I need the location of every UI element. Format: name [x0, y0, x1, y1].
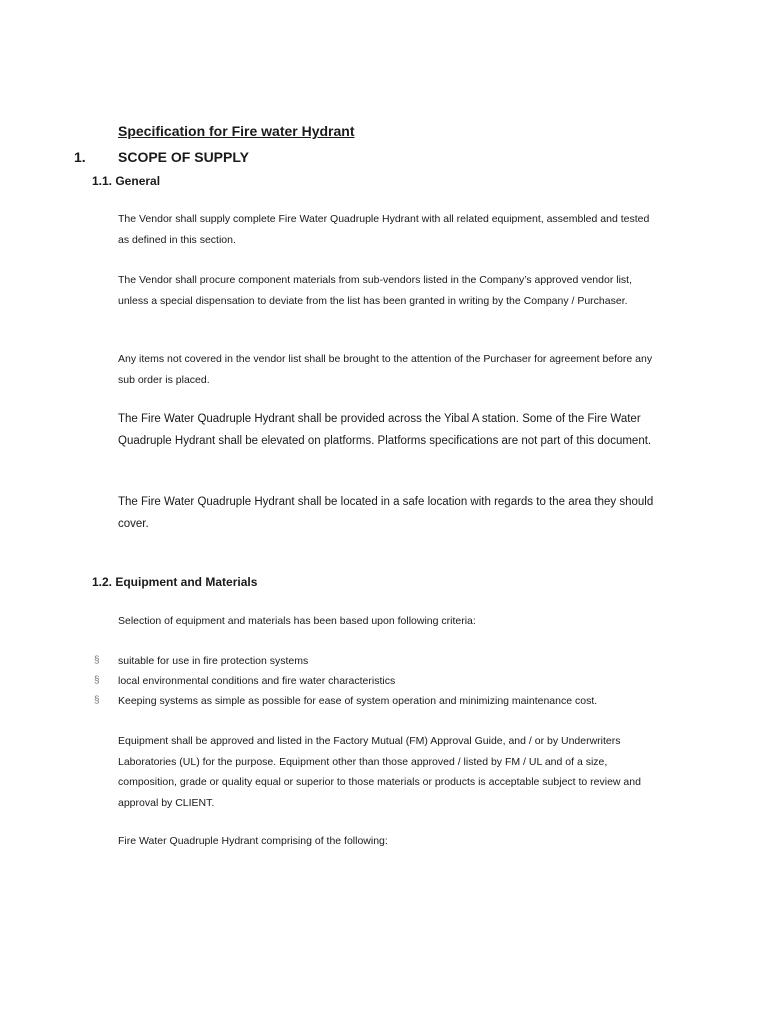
list-item-text: suitable for use in fire protection systems [118, 655, 309, 667]
criteria-list [0, 651, 768, 711]
list-item [0, 671, 768, 691]
paragraph-hydrant-location: The Fire Water Quadruple Hydrant shall be provided across the Yibal A station. Some of the Fire Water Quadruple Hydrant shall be elevated on platforms. Platforms specifications are not part of this document. [118, 413, 652, 447]
list-item [0, 691, 768, 711]
section-title: SCOPE OF SUPPLY [118, 149, 249, 165]
list-item [0, 651, 768, 671]
paragraph-safe-location: The Fire Water Quadruple Hydrant shall be located in a safe location with regards to the area they should cover. [118, 496, 654, 530]
paragraph-comprising: Fire Water Quadruple Hydrant comprising of the following: [118, 835, 388, 847]
paragraph-approval: Equipment shall be approved and listed in the Factory Mutual (FM) Approval Guide, and / or by Underwriters Laboratories (UL) for the purpose. Equipment other than those approved / listed by FM / UL and of a size, composition, grade or quality equal or superior to those materials or products is acceptable subject to review and approval by CLIENT. [118, 735, 641, 809]
bullet-icon: § [94, 655, 100, 666]
subsection-heading-equipment: 1.2. Equipment and Materials [92, 575, 258, 589]
paragraph-vendor-list: Any items not covered in the vendor list shall be brought to the attention of the Purchaser for agreement before any sub order is placed. [118, 353, 653, 386]
paragraph-procure-materials: The Vendor shall procure component materials from sub-vendors listed in the Company’s approved vendor list, unless a special dispensation to deviate from the list has been granted in writing by the Company / Purchaser. [118, 274, 632, 307]
document-title: Specification for Fire water Hydrant [118, 123, 355, 139]
bullet-icon: § [94, 675, 100, 686]
list-item-text: local environmental conditions and fire water characteristics [118, 675, 396, 687]
section-number: 1. [74, 149, 86, 165]
list-item-text: Keeping systems as simple as possible for ease of system operation and minimizing maintenance cost. [118, 695, 598, 707]
paragraph-vendor-supply: The Vendor shall supply complete Fire Water Quadruple Hydrant with all related equipment, assembled and tested as defined in this section. [118, 213, 650, 246]
bullet-icon: § [94, 695, 100, 706]
paragraph-selection-criteria: Selection of equipment and materials has been based upon following criteria: [118, 615, 476, 627]
subsection-heading-general: 1.1. General [92, 174, 161, 188]
